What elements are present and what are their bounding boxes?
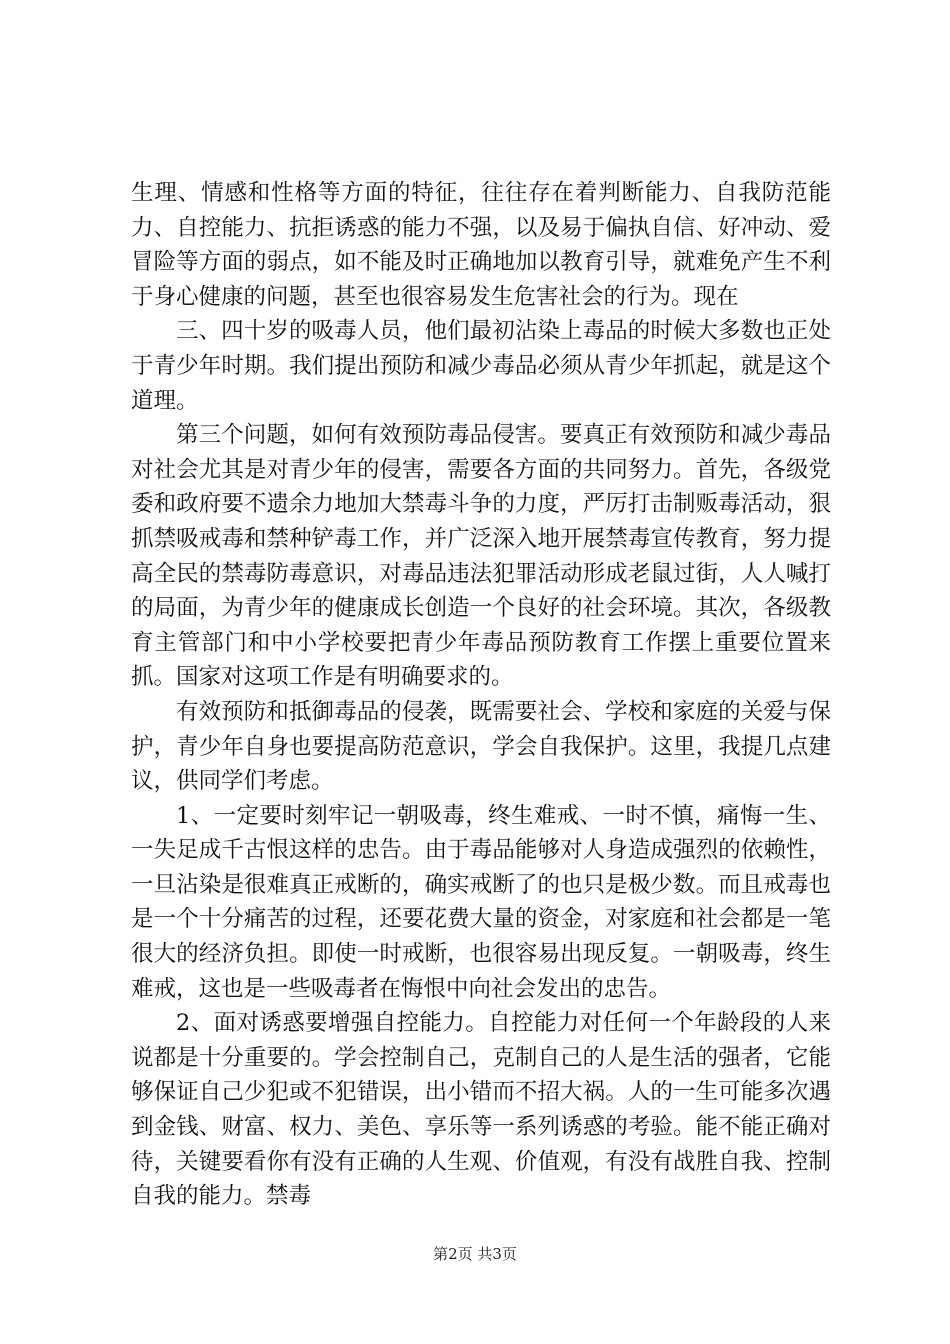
paragraph: 三、四十岁的吸毒人员，他们最初沾染上毒品的时候大多数也正处于青少年时期。我们提出预防和减少毒品必须从青少年抓起，就是这个道理。: [131, 318, 831, 414]
paragraph-item-1: 1、一定要时刻牢记一朝吸毒，终生难戒、一时不慎，痛悔一生、一失足成千古恨这样的忠告。由于毒品能够对人身造成强烈的依赖性，一旦沾染是很难真正戒断的，确实戒断了的也只是极少数。而且戒毒也是一个十分痛苦的过程，还要花费大量的资金，对家庭和社会都是一笔很大的经济负担。即使一时戒断，也很容易出现反复。一朝吸毒，终生难戒，这也是一些吸毒者在悔恨中向社会发出的忠告。: [131, 802, 831, 1002]
paragraph-item-2: 2、面对诱惑要增强自控能力。自控能力对任何一个年龄段的人来说都是十分重要的。学会控制自己，克制自己的人是生活的强者，它能够保证自己少犯或不犯错误，出小错而不招大祸。人的一生可能多次遇到金钱、财富、权力、美色、享乐等一系列诱惑的考验。能不能正确对待，关键要看你有没有正确的人生观、价值观，有没有战胜自我、控制自我的能力。禁毒: [131, 1010, 831, 1210]
paragraph-continued: 生理、情感和性格等方面的特征，往往存在着判断能力、自我防范能力、自控能力、抗拒诱惑的能力不强，以及易于偏执自信、好冲动、爱冒险等方面的弱点，如不能及时正确地加以教育引导，就难免产生不利于身心健康的问题，甚至也很容易发生危害社会的行为。现在: [131, 180, 831, 310]
paragraph: 有效预防和抵御毒品的侵袭，既需要社会、学校和家庭的关爱与保护，青少年自身也要提高防范意识，学会自我保护。这里，我提几点建议，供同学们考虑。: [131, 698, 831, 795]
page-number-footer: 第2页 共3页: [433, 1245, 517, 1263]
paragraph: 第三个问题，如何有效预防毒品侵害。要真正有效预防和减少毒品对社会尤其是对青少年的侵害，需要各方面的共同努力。首先，各级党委和政府要不遗余力地加大禁毒斗争的力度，严厉打击制贩毒活动，狠抓禁吸戒毒和禁种铲毒工作，并广泛深入地开展禁毒宣传教育，努力提高全民的禁毒防毒意识，对毒品违法犯罪活动形成老鼠过街，人人喊打的局面，为青少年的健康成长创造一个良好的社会环境。其次，各级教育主管部门和中小学校要把青少年毒品预防教育工作摆上重要位置来抓。国家对这项工作是有明确要求的。: [131, 422, 831, 691]
document-body: [131, 176, 831, 1214]
